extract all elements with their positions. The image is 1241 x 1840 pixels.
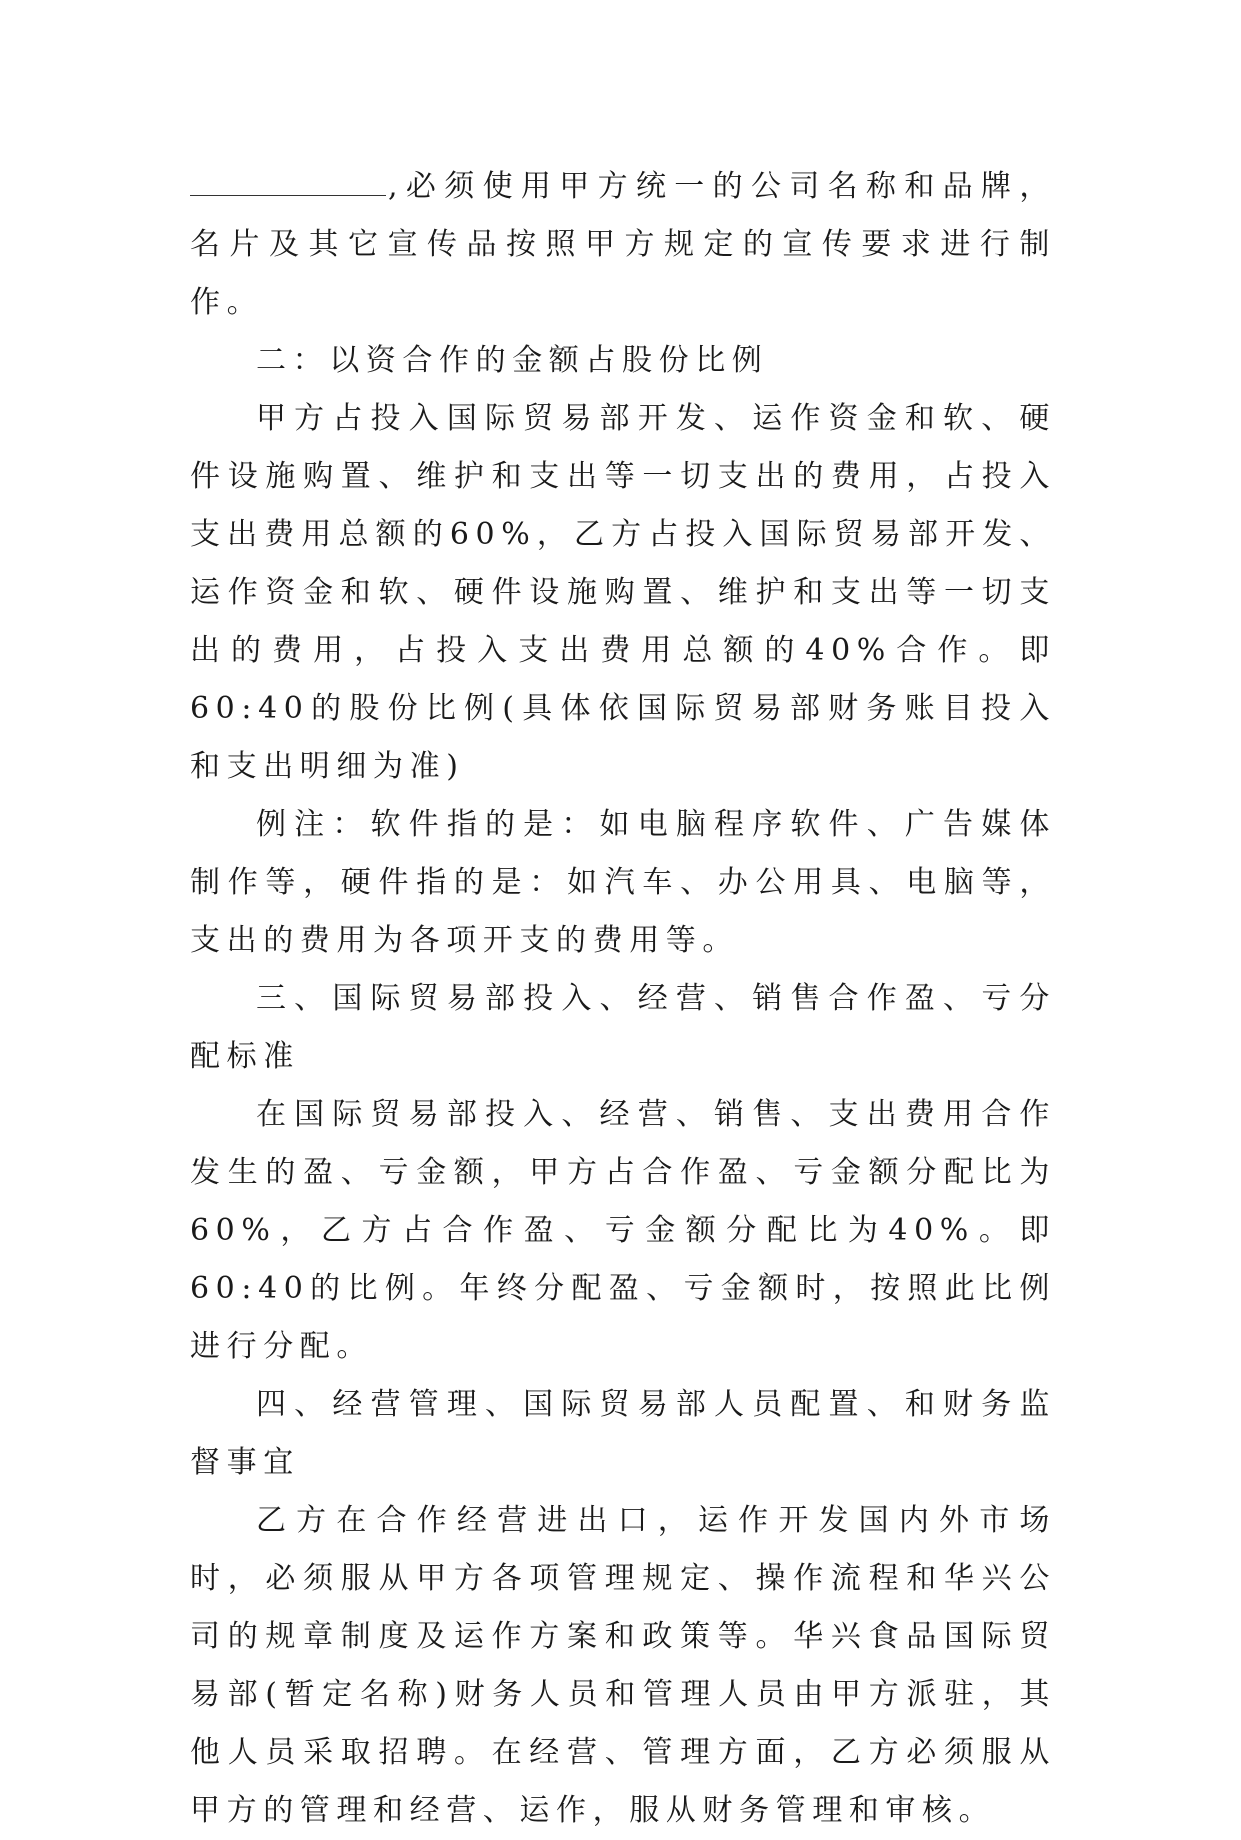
paragraph-investment-ratio: 甲方占投入国际贸易部开发、运作资金和软、硬件设施购置、维护和支出等一切支出的费用，占投入支出费用总额的60%，乙方占投入国际贸易部开发、运作资金和软、硬件设施购置、维护和支出等一切支出的费用，占投入支出费用总额的40%合作。即60:40的股份比例(具体依国际贸易部财务账目投入和支出明细为准) [190, 401, 1056, 784]
paragraph-note: 例注：软件指的是：如电脑程序软件、广告媒体制作等，硬件指的是：如汽车、办公用具、电脑等，支出的费用为各项开支的费用等。 [190, 807, 1056, 958]
section-heading-2: 二：以资合作的金额占股份比例 [256, 343, 769, 378]
paragraph-branding [190, 158, 1056, 332]
section-heading-4: 四、经营管理、国际贸易部人员配置、和财务监督事宜 [190, 1387, 1056, 1480]
paragraph-branding-text: ,必须使用甲方统一的公司名称和品牌，名片及其它宣传品按照甲方规定的宣传要求进行制作。 [190, 169, 1056, 320]
paragraph-profit-loss: 在国际贸易部投入、经营、销售、支出费用合作发生的盈、亏金额，甲方占合作盈、亏金额分配比为60%，乙方占合作盈、亏金额分配比为40%。即60:40的比例。年终分配盈、亏金额时，按照此比例进行分配。 [190, 1097, 1056, 1364]
section-heading-3: 三、国际贸易部投入、经营、销售合作盈、亏分配标准 [190, 981, 1056, 1074]
document-body [190, 158, 1056, 1840]
blank-fill-line [190, 173, 386, 196]
paragraph-management: 乙方在合作经营进出口，运作开发国内外市场时，必须服从甲方各项管理规定、操作流程和华兴公司的规章制度及运作方案和政策等。华兴食品国际贸易部(暂定名称)财务人员和管理人员由甲方派驻，其他人员采取招聘。在经营、管理方面，乙方必须服从甲方的管理和经营、运作，服从财务管理和审核。 [190, 1503, 1056, 1828]
